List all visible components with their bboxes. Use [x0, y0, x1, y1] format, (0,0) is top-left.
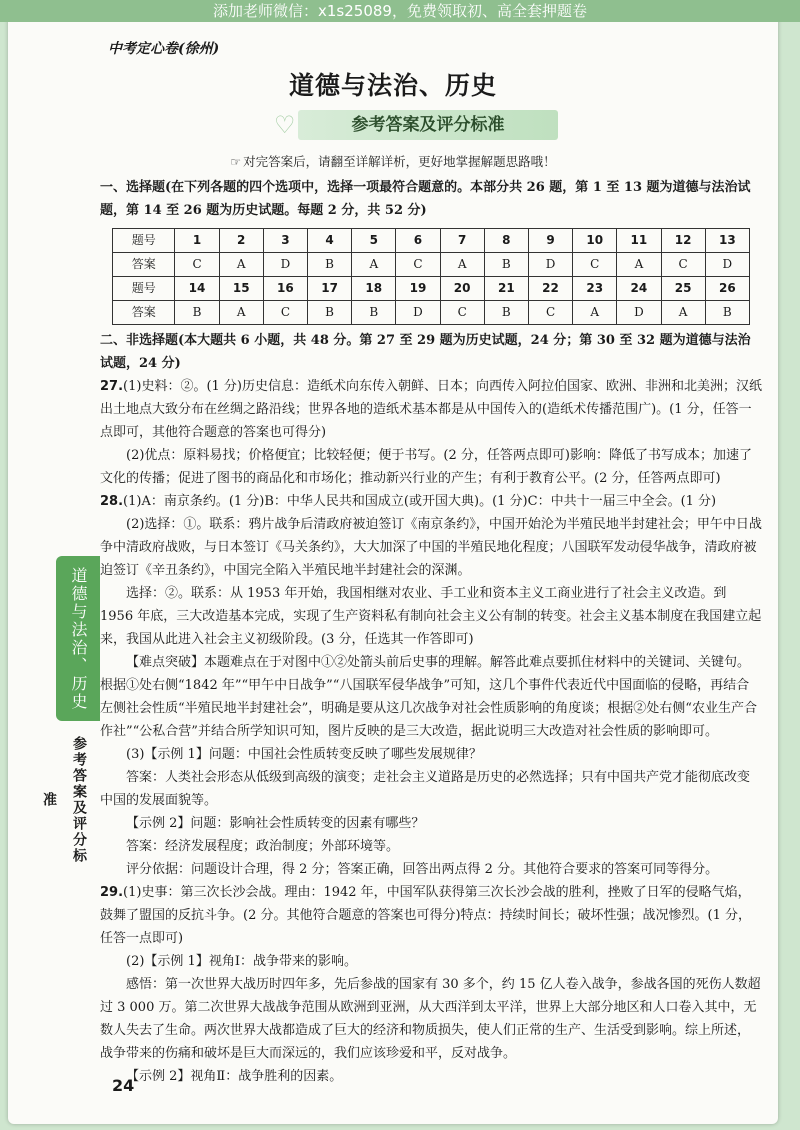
q28-p9: 评分依据：问题设计合理，得 2 分；答案正确，回答出两点得 2 分。其他符合要求的答案可同等得分。: [126, 862, 719, 877]
q29-p4: 【示例 2】视角Ⅱ：战争胜利的因素。: [126, 1069, 343, 1084]
q28-p6: 答案：人类社会形态从低级到高级的演变；走社会主义道路是历史的必然选择；只有中国共产党才能彻底改变中国的发展面貌等。: [100, 770, 751, 808]
answer-cell: A: [573, 301, 617, 325]
question-number-cell: 16: [263, 277, 307, 301]
question-number-cell: 20: [440, 277, 484, 301]
table-row-row1-numbers: [113, 229, 750, 253]
answer-cell: D: [528, 253, 572, 277]
answer-cell: A: [352, 253, 396, 277]
question-number-cell: 21: [484, 277, 528, 301]
question-number-cell: 19: [396, 277, 440, 301]
question-number-cell: 18: [352, 277, 396, 301]
answer-cell: B: [175, 301, 219, 325]
question-number-cell: 9: [528, 229, 572, 253]
table-row-row2-numbers: [113, 277, 750, 301]
tip-text: 对完答案后，请翻至详解详析，更好地掌握解题思路哦！: [243, 154, 556, 169]
question-number-cell: 2: [219, 229, 263, 253]
q29-p2: (2)【示例 1】视角Ⅰ：战争带来的影响。: [126, 954, 357, 969]
question-number-cell: 17: [308, 277, 352, 301]
question-number-cell: 6: [396, 229, 440, 253]
q28-number: 28.: [100, 494, 124, 509]
q28-p1: [100, 490, 762, 513]
page-number: 24: [112, 1076, 135, 1095]
answer-cell: D: [705, 253, 749, 277]
question-number-cell: 8: [484, 229, 528, 253]
q27-p1-text: (1)史料：②。(1 分)历史信息：造纸术向东传入朝鲜、日本；向西传入阿拉伯国家、欧洲、非洲和北美洲；汉纸出土地点大致分布在丝绸之路沿线；世界各地的造纸术基本都是从中国传入的(造纸术传播范围广)。(1 分，任答一点即可，其他符合题意的答案也可得分): [100, 379, 762, 440]
question-number-cell: 15: [219, 277, 263, 301]
answer-cell: C: [396, 253, 440, 277]
question-number-cell: 1: [175, 229, 219, 253]
answer-cell: B: [484, 301, 528, 325]
question-number-cell: 3: [263, 229, 307, 253]
q28-p7: 【示例 2】问题：影响社会性质转变的因素有哪些？: [126, 816, 425, 831]
answer-cell: C: [440, 301, 484, 325]
q27-p1: [100, 375, 762, 444]
table-row-row1-answers: [113, 253, 750, 277]
question-number-cell: 4: [308, 229, 352, 253]
q28-p1-text: (1)A：南京条约。(1 分)B：中华人民共和国成立(或开国大典)。(1 分)C：中共十一届三中全会。(1 分): [123, 494, 717, 509]
answer-cell: A: [440, 253, 484, 277]
q28-p4: 【难点突破】本题难点在于对图中①②处箭头前后史事的理解。解答此难点要抓住材料中的关键词、关键句。根据①处右侧“1842 年”“甲午中日战争”“八国联军侵华战争”可知，这几个事件代表近代中国面临的侵略，再结合左侧社会性质“半殖民地半封建社会”，明确是要从这几次战争对社会性质影响的角度谈；根据②处右侧“农业生产合作社”“公私合营”并结合所学知识可知，图片反映的是三大改造，据此说明三大改造对社会性质的影响即可。: [100, 655, 757, 739]
answer-cell: A: [617, 253, 661, 277]
pointing-hand-icon: ☞: [230, 155, 242, 169]
q29-p3: 感悟：第一次世界大战历时四年多，先后参战的国家有 30 多个，约 15 亿人卷入战争，参战各国的死伤人数超过 3 000 万。第二次世界大战战争范围从欧洲到亚洲，从大西洋到太平洋，世界上大部分地区和人口卷入其中，无数人失去了生命。两次世界大战都造成了巨大的经济和物质损失，使人们正常的生产、生活受到影响。综上所述，战争带来的伤痛和破坏是巨大而深远的，我们应该珍爱和平，反对战争。: [100, 977, 761, 1061]
question-number-cell: 14: [175, 277, 219, 301]
question-number-cell: 13: [705, 229, 749, 253]
q28-p2: (2)选择：①。联系：鸦片战争后清政府被迫签订《南京条约》，中国开始沦为半殖民地半封建社会；甲午中日战争中清政府战败，与日本签订《马关条约》，大大加深了中国的半殖民地化程度；八国联军发动侵华战争，清政府被迫签订《辛丑条约》，中国完全陷入半殖民地半封建社会的深渊。: [100, 517, 762, 578]
answer-cell: B: [705, 301, 749, 325]
question-number-cell: 24: [617, 277, 661, 301]
question-number-cell: 10: [573, 229, 617, 253]
answer-cell: A: [219, 301, 263, 325]
answer-cell: D: [263, 253, 307, 277]
answer-cell: D: [396, 301, 440, 325]
series-title: 中考定心卷(徐州): [108, 41, 220, 57]
q28-p3: 选择：②。联系：从 1953 年开始，我国相继对农业、手工业和资本主义工商业进行了社会主义改造。到 1956 年底，三大改造基本完成，实现了生产资料私有制向社会主义公有制的转变。社会主义基本制度在我国建立起来，我国从此进入社会主义初级阶段。(3 分，任选其一作答即可): [100, 586, 762, 647]
answer-cell: A: [219, 253, 263, 277]
answer-cell: B: [352, 301, 396, 325]
answer-page: [8, 6, 778, 1124]
answer-cell: D: [617, 301, 661, 325]
table-row-label: 答案: [113, 301, 175, 325]
question-number-cell: 25: [661, 277, 705, 301]
tip-line: [8, 152, 778, 170]
section-2-heading: 二、非选择题(本大题共 6 小题，共 48 分。第 27 至 29 题为历史试题，24 分；第 30 至 32 题为道德与法治试题，24 分): [100, 333, 751, 371]
q29-p1-text: (1)史事：第三次长沙会战。理由：1942 年，中国军队获得第三次长沙会战的胜利，挫败了日军的侵略气焰，鼓舞了盟国的反抗斗争。(2 分。其他符合题意的答案也可得分)特点：持续时间长；破坏性强；战况惨烈。(1 分，任答一点即可): [100, 885, 752, 946]
table-row-row2-answers: [113, 301, 750, 325]
section-1-heading: 一、选择题(在下列各题的四个选项中，选择一项最符合题意的。本部分共 26 题，第 1 至 13 题为道德与法治试题，第 14 至 26 题为历史试题。每题 2 分，共 52 分): [100, 180, 751, 218]
answer-cell: C: [175, 253, 219, 277]
watermark-banner: 添加老师微信：x1s25089，免费领取初、高全套押题卷: [0, 0, 800, 22]
q28-p8: 答案：经济发展程度；政治制度；外部环境等。: [126, 839, 400, 854]
answer-cell: B: [308, 301, 352, 325]
subtitle-banner: [274, 110, 558, 140]
table-row-label: 题号: [113, 277, 175, 301]
side-label: 参考答案及评分标准: [41, 736, 87, 864]
question-number-cell: 22: [528, 277, 572, 301]
table-row-label: 题号: [113, 229, 175, 253]
page-title: 道德与法治、历史: [288, 71, 497, 100]
question-number-cell: 11: [617, 229, 661, 253]
content: [100, 176, 762, 1088]
answer-cell: B: [308, 253, 352, 277]
question-number-cell: 12: [661, 229, 705, 253]
side-tab: 道德与法治、历史: [56, 556, 100, 721]
answer-cell: C: [573, 253, 617, 277]
answer-cell: B: [484, 253, 528, 277]
answer-cell: A: [661, 301, 705, 325]
table-row-label: 答案: [113, 253, 175, 277]
q27-p2: (2)优点：原料易找；价格便宜；比较轻便；便于书写。(2 分，任答两点即可)影响：降低了书写成本；加速了文化的传播；促进了图书的商品化和市场化；推动新兴行业的产生；有利于教育公平。(2 分，任答两点即可): [100, 448, 752, 486]
question-number-cell: 5: [352, 229, 396, 253]
answer-cell: C: [528, 301, 572, 325]
q28-p5: (3)【示例 1】问题：中国社会性质转变反映了哪些发展规律？: [126, 747, 482, 762]
question-number-cell: 26: [705, 277, 749, 301]
subtitle: 参考答案及评分标准: [298, 110, 558, 140]
answer-cell: C: [263, 301, 307, 325]
question-number-cell: 23: [573, 277, 617, 301]
q29-number: 29.: [100, 885, 124, 900]
q27-number: 27.: [100, 379, 124, 394]
answer-cell: C: [661, 253, 705, 277]
q29-p1: [100, 881, 762, 950]
answer-table: [112, 228, 750, 325]
question-number-cell: 7: [440, 229, 484, 253]
heart-icon: ♡: [274, 111, 296, 139]
